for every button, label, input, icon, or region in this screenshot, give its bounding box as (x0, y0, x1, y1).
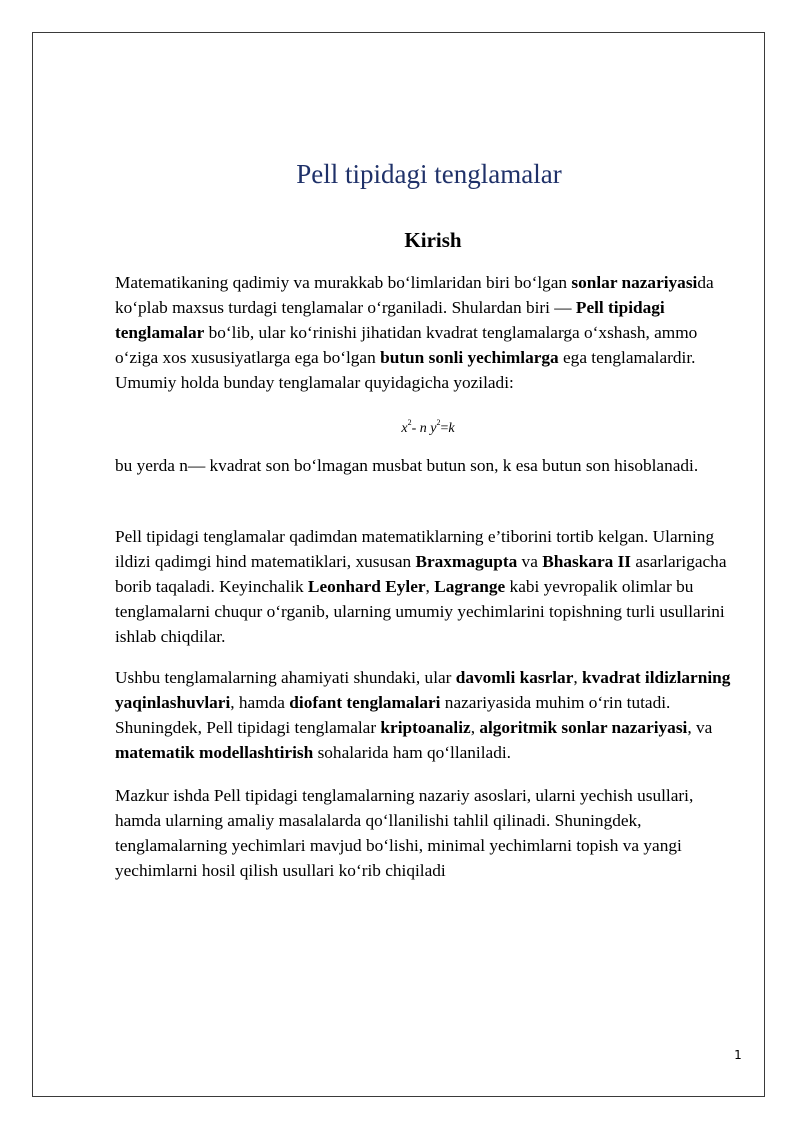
text-run: Ushbu tenglamalarning ahamiyati shundaki, ular (115, 668, 456, 687)
text-run: , (425, 577, 435, 596)
text-run: bu yerda n— kvadrat son bo‘lmagan musbat butun son, k esa butun son hisoblanadi. (115, 456, 699, 475)
formula-y: y (430, 421, 437, 436)
text-run: Mazkur ishda Pell tipidagi tenglamalarning nazariy asoslari, ularni yechish usullari, hamda ularning amaliy masalalarda qo‘llanilishi tahlil qilinadi. Shuningdek, tenglamalarning yechimlari mavjud bo‘lishi, minimal yechimlarni topish va yangi yechimlarni hosil qilish usullari ko‘rib chiqiladi (115, 786, 694, 880)
document-title: Pell tipidagi tenglamalar (296, 159, 562, 189)
bold-term: matematik modellashtirish (115, 743, 314, 762)
bold-term: Braxmagupta (415, 552, 518, 571)
pell-equation-formula (0, 413, 800, 439)
text-run: va (517, 552, 543, 571)
formula-k: k (448, 421, 455, 436)
text-run: da ko‘plab maxsus turdagi tenglamalar o‘rganiladi. Shulardan biri — (115, 273, 714, 317)
bold-term: Bhaskara II (542, 552, 632, 571)
bold-term: Leonhard Eyler (307, 577, 426, 596)
text-run: asarlarigacha borib taqaladi. Keyinchalik (115, 552, 727, 596)
bold-term: algoritmik sonlar nazariyasi (479, 718, 688, 737)
bold-term: diofant tenglamalari (289, 693, 441, 712)
section-heading-kirish: Kirish (404, 228, 462, 252)
bold-term: Lagrange (434, 577, 506, 596)
bold-term: kriptoanaliz (380, 718, 471, 737)
text-run: , (470, 718, 480, 737)
text-run: Matematikaning qadimiy va murakkab bo‘limlaridan biri bo‘lgan (115, 273, 572, 292)
paragraph-history (115, 524, 740, 649)
text-run: , va (687, 718, 713, 737)
text-run: Pell tipidagi tenglamalar qadimdan matematiklarning e’tiborini tortib kelgan. Ularning ildizi qadimgi hind matematiklari, xususan (115, 527, 715, 571)
page-number: 1 (734, 1048, 742, 1062)
formula-equals: = (440, 421, 449, 436)
formula-exponent: 2 (407, 418, 412, 427)
paragraph-importance (115, 665, 740, 765)
bold-term: kvadrat ildizlarning yaqinlashuvlari (115, 668, 731, 712)
bold-term: butun sonli yechimlarga (380, 348, 559, 367)
formula-x: x (401, 421, 408, 436)
bold-term: sonlar nazariyasi (571, 273, 698, 292)
text-run: ega tenglamalardir. Umumiy holda bunday tenglamalar quyidagicha yoziladi: (115, 348, 696, 392)
paragraph-intro (115, 270, 740, 395)
bold-term: Pell tipidagi tenglamalar (115, 298, 665, 342)
text-run: bo‘lib, ular ko‘rinishi jihatidan kvadrat tenglamalarga o‘xshash, ammo o‘ziga xos xususiyatlarga ega bo‘lgan (115, 323, 698, 367)
paragraph-definition (115, 453, 740, 478)
formula-minus: - (411, 421, 417, 436)
bold-term: davomli kasrlar (455, 668, 574, 687)
formula-n: n (419, 421, 427, 436)
paragraph-scope (115, 783, 740, 883)
text-run: , (573, 668, 583, 687)
text-run: kabi yevropalik olimlar bu tenglamalarni chuqur o‘rganib, ularning umumiy yechimlarini topishning turli usullarini ishlab chiqdilar. (115, 577, 725, 646)
text-run: , hamda (230, 693, 290, 712)
formula-exponent: 2 (436, 418, 441, 427)
text-run: nazariyasida muhim o‘rin tutadi. Shuningdek, Pell tipidagi tenglamalar (115, 693, 671, 737)
text-run: sohalarida ham qo‘llaniladi. (313, 743, 511, 762)
